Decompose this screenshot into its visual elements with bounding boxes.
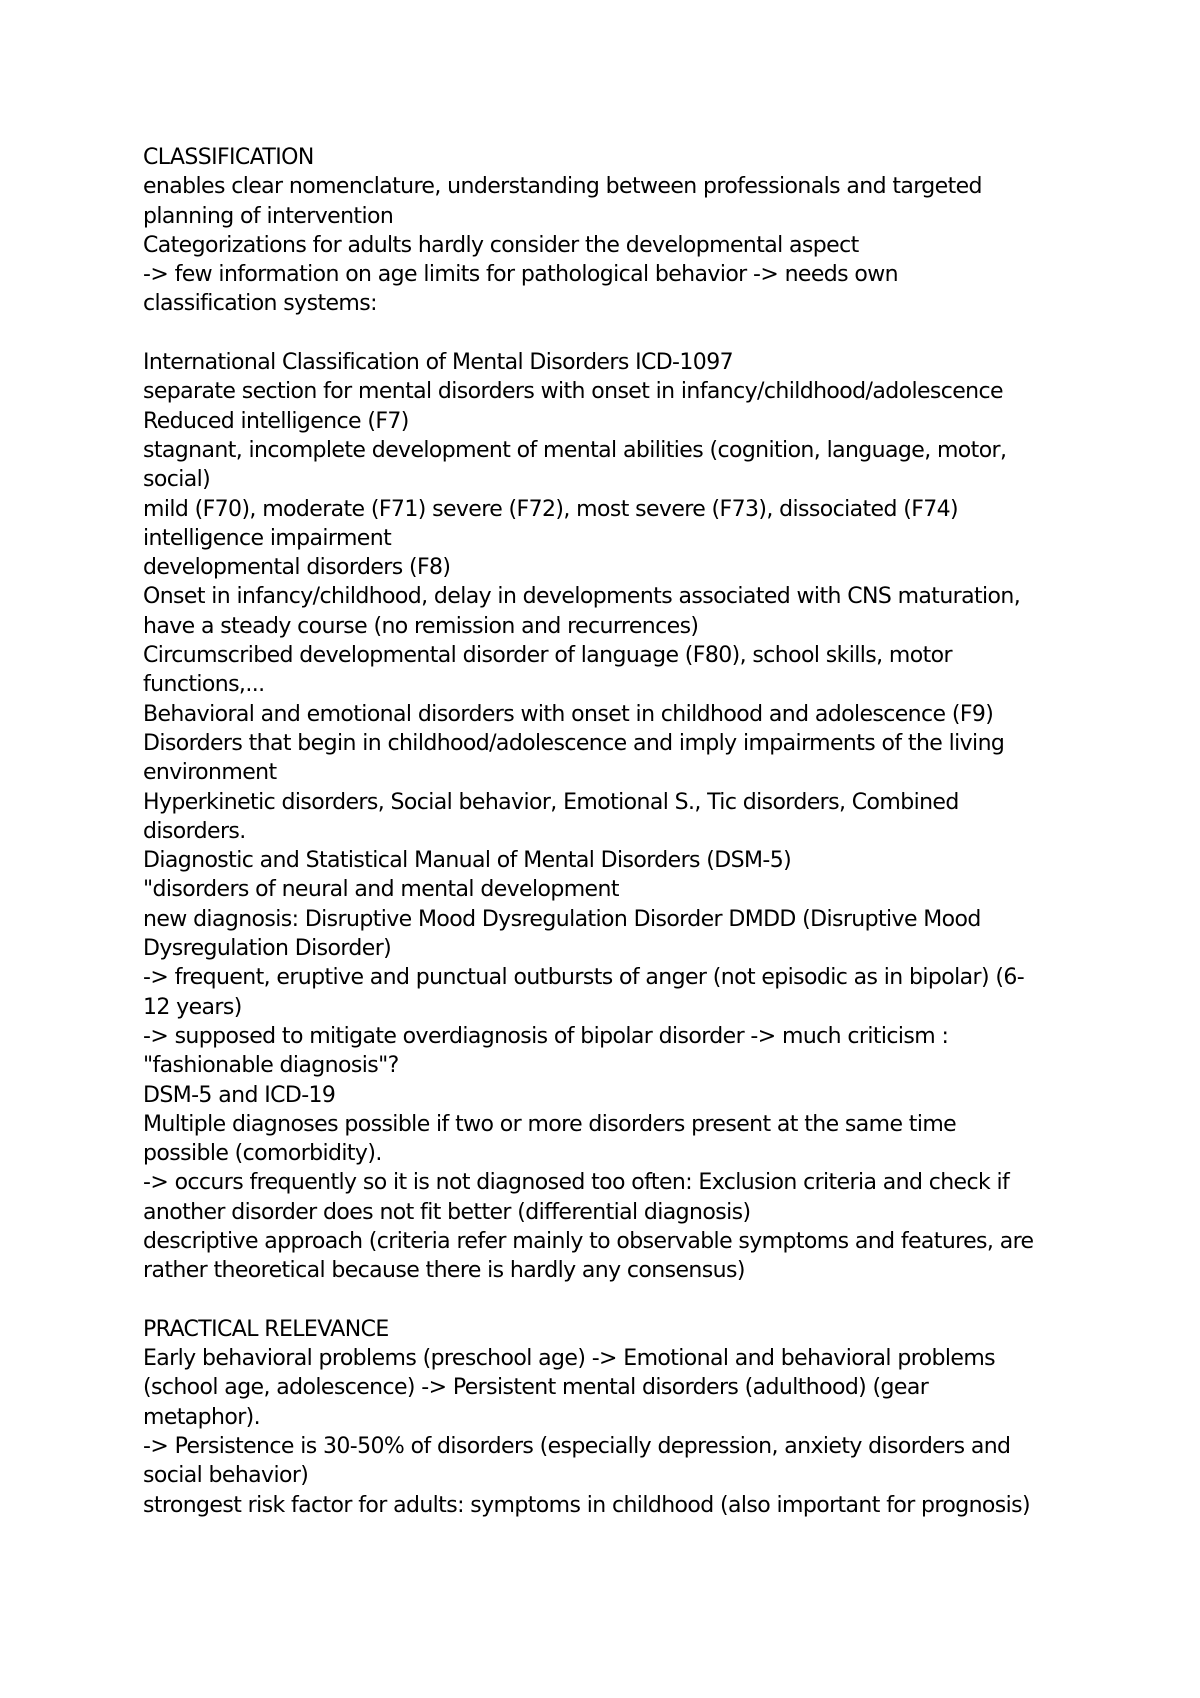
text-line: mild (F70), moderate (F71) severe (F72), most severe (F73), dissociated (F74) bbox=[143, 496, 959, 522]
text-line: Disorders that begin in childhood/adolescence and imply impairments of the living bbox=[143, 730, 1005, 756]
text-line: rather theoretical because there is hardly any consensus) bbox=[143, 1258, 745, 1284]
text-line: -> few information on age limits for pathological behavior -> needs own bbox=[143, 262, 899, 288]
text-line: CLASSIFICATION bbox=[143, 145, 314, 170]
blank-line bbox=[143, 319, 1083, 348]
text-line: new diagnosis: Disruptive Mood Dysregulation Disorder DMDD (Disruptive Mood bbox=[143, 906, 981, 932]
text-line: metaphor). bbox=[143, 1404, 261, 1430]
text-line: "disorders of neural and mental development bbox=[143, 877, 619, 903]
text-line: Hyperkinetic disorders, Social behavior, Emotional S., Tic disorders, Combined bbox=[143, 789, 959, 815]
text-line: possible (comorbidity). bbox=[143, 1141, 382, 1167]
text-line: -> frequent, eruptive and punctual outbursts of anger (not episodic as in bipolar) (6- bbox=[143, 965, 1025, 991]
text-line: Behavioral and emotional disorders with onset in childhood and adolescence (F9) bbox=[143, 701, 994, 727]
text-line: functions,... bbox=[143, 672, 265, 698]
text-line: have a steady course (no remission and recurrences) bbox=[143, 613, 699, 639]
text-line: Multiple diagnoses possible if two or more disorders present at the same time bbox=[143, 1111, 957, 1137]
text-line: Categorizations for adults hardly consider the developmental aspect bbox=[143, 232, 859, 258]
text-line: (school age, adolescence) -> Persistent mental disorders (adulthood) (gear bbox=[143, 1375, 929, 1401]
text-line: Onset in infancy/childhood, delay in developments associated with CNS maturation, bbox=[143, 584, 1021, 610]
text-line: another disorder does not fit better (differential diagnosis) bbox=[143, 1199, 751, 1225]
text-line: Circumscribed developmental disorder of language (F80), school skills, motor bbox=[143, 643, 952, 669]
text-line: descriptive approach (criteria refer mainly to observable symptoms and features, are bbox=[143, 1228, 1034, 1254]
document-body bbox=[143, 143, 1083, 1520]
text-line: environment bbox=[143, 760, 277, 786]
text-line: enables clear nomenclature, understanding between professionals and targeted bbox=[143, 174, 982, 200]
text-line: developmental disorders (F8) bbox=[143, 555, 451, 581]
text-line: social behavior) bbox=[143, 1463, 309, 1489]
text-line: intelligence impairment bbox=[143, 525, 392, 551]
text-line: social) bbox=[143, 467, 211, 493]
text-line: 12 years) bbox=[143, 994, 242, 1020]
text-line: Reduced intelligence (F7) bbox=[143, 408, 409, 434]
text-line: disorders. bbox=[143, 818, 246, 844]
blank-line bbox=[143, 1286, 1083, 1315]
text-line: -> occurs frequently so it is not diagnosed too often: Exclusion criteria and check if bbox=[143, 1170, 1010, 1196]
text-line: Early behavioral problems (preschool age) -> Emotional and behavioral problems bbox=[143, 1346, 996, 1372]
text-line: -> supposed to mitigate overdiagnosis of bipolar disorder -> much criticism : bbox=[143, 1023, 949, 1049]
text-line: stagnant, incomplete development of mental abilities (cognition, language, motor, bbox=[143, 437, 1007, 463]
text-line: Dysregulation Disorder) bbox=[143, 936, 392, 962]
text-line: Diagnostic and Statistical Manual of Mental Disorders (DSM-5) bbox=[143, 848, 792, 874]
text-line: -> Persistence is 30-50% of disorders (especially depression, anxiety disorders and bbox=[143, 1434, 1011, 1460]
text-line: strongest risk factor for adults: symptoms in childhood (also important for prognosis) bbox=[143, 1492, 1031, 1518]
text-line: PRACTICAL RELEVANCE bbox=[143, 1316, 389, 1342]
text-line: separate section for mental disorders with onset in infancy/childhood/adolescence bbox=[143, 379, 1003, 405]
text-line: DSM-5 and ICD-19 bbox=[143, 1082, 336, 1108]
text-line: International Classification of Mental Disorders ICD-1097 bbox=[143, 350, 733, 376]
text-line: "fashionable diagnosis"? bbox=[143, 1053, 399, 1079]
text-line: classification systems: bbox=[143, 291, 377, 317]
text-line: planning of intervention bbox=[143, 203, 394, 229]
